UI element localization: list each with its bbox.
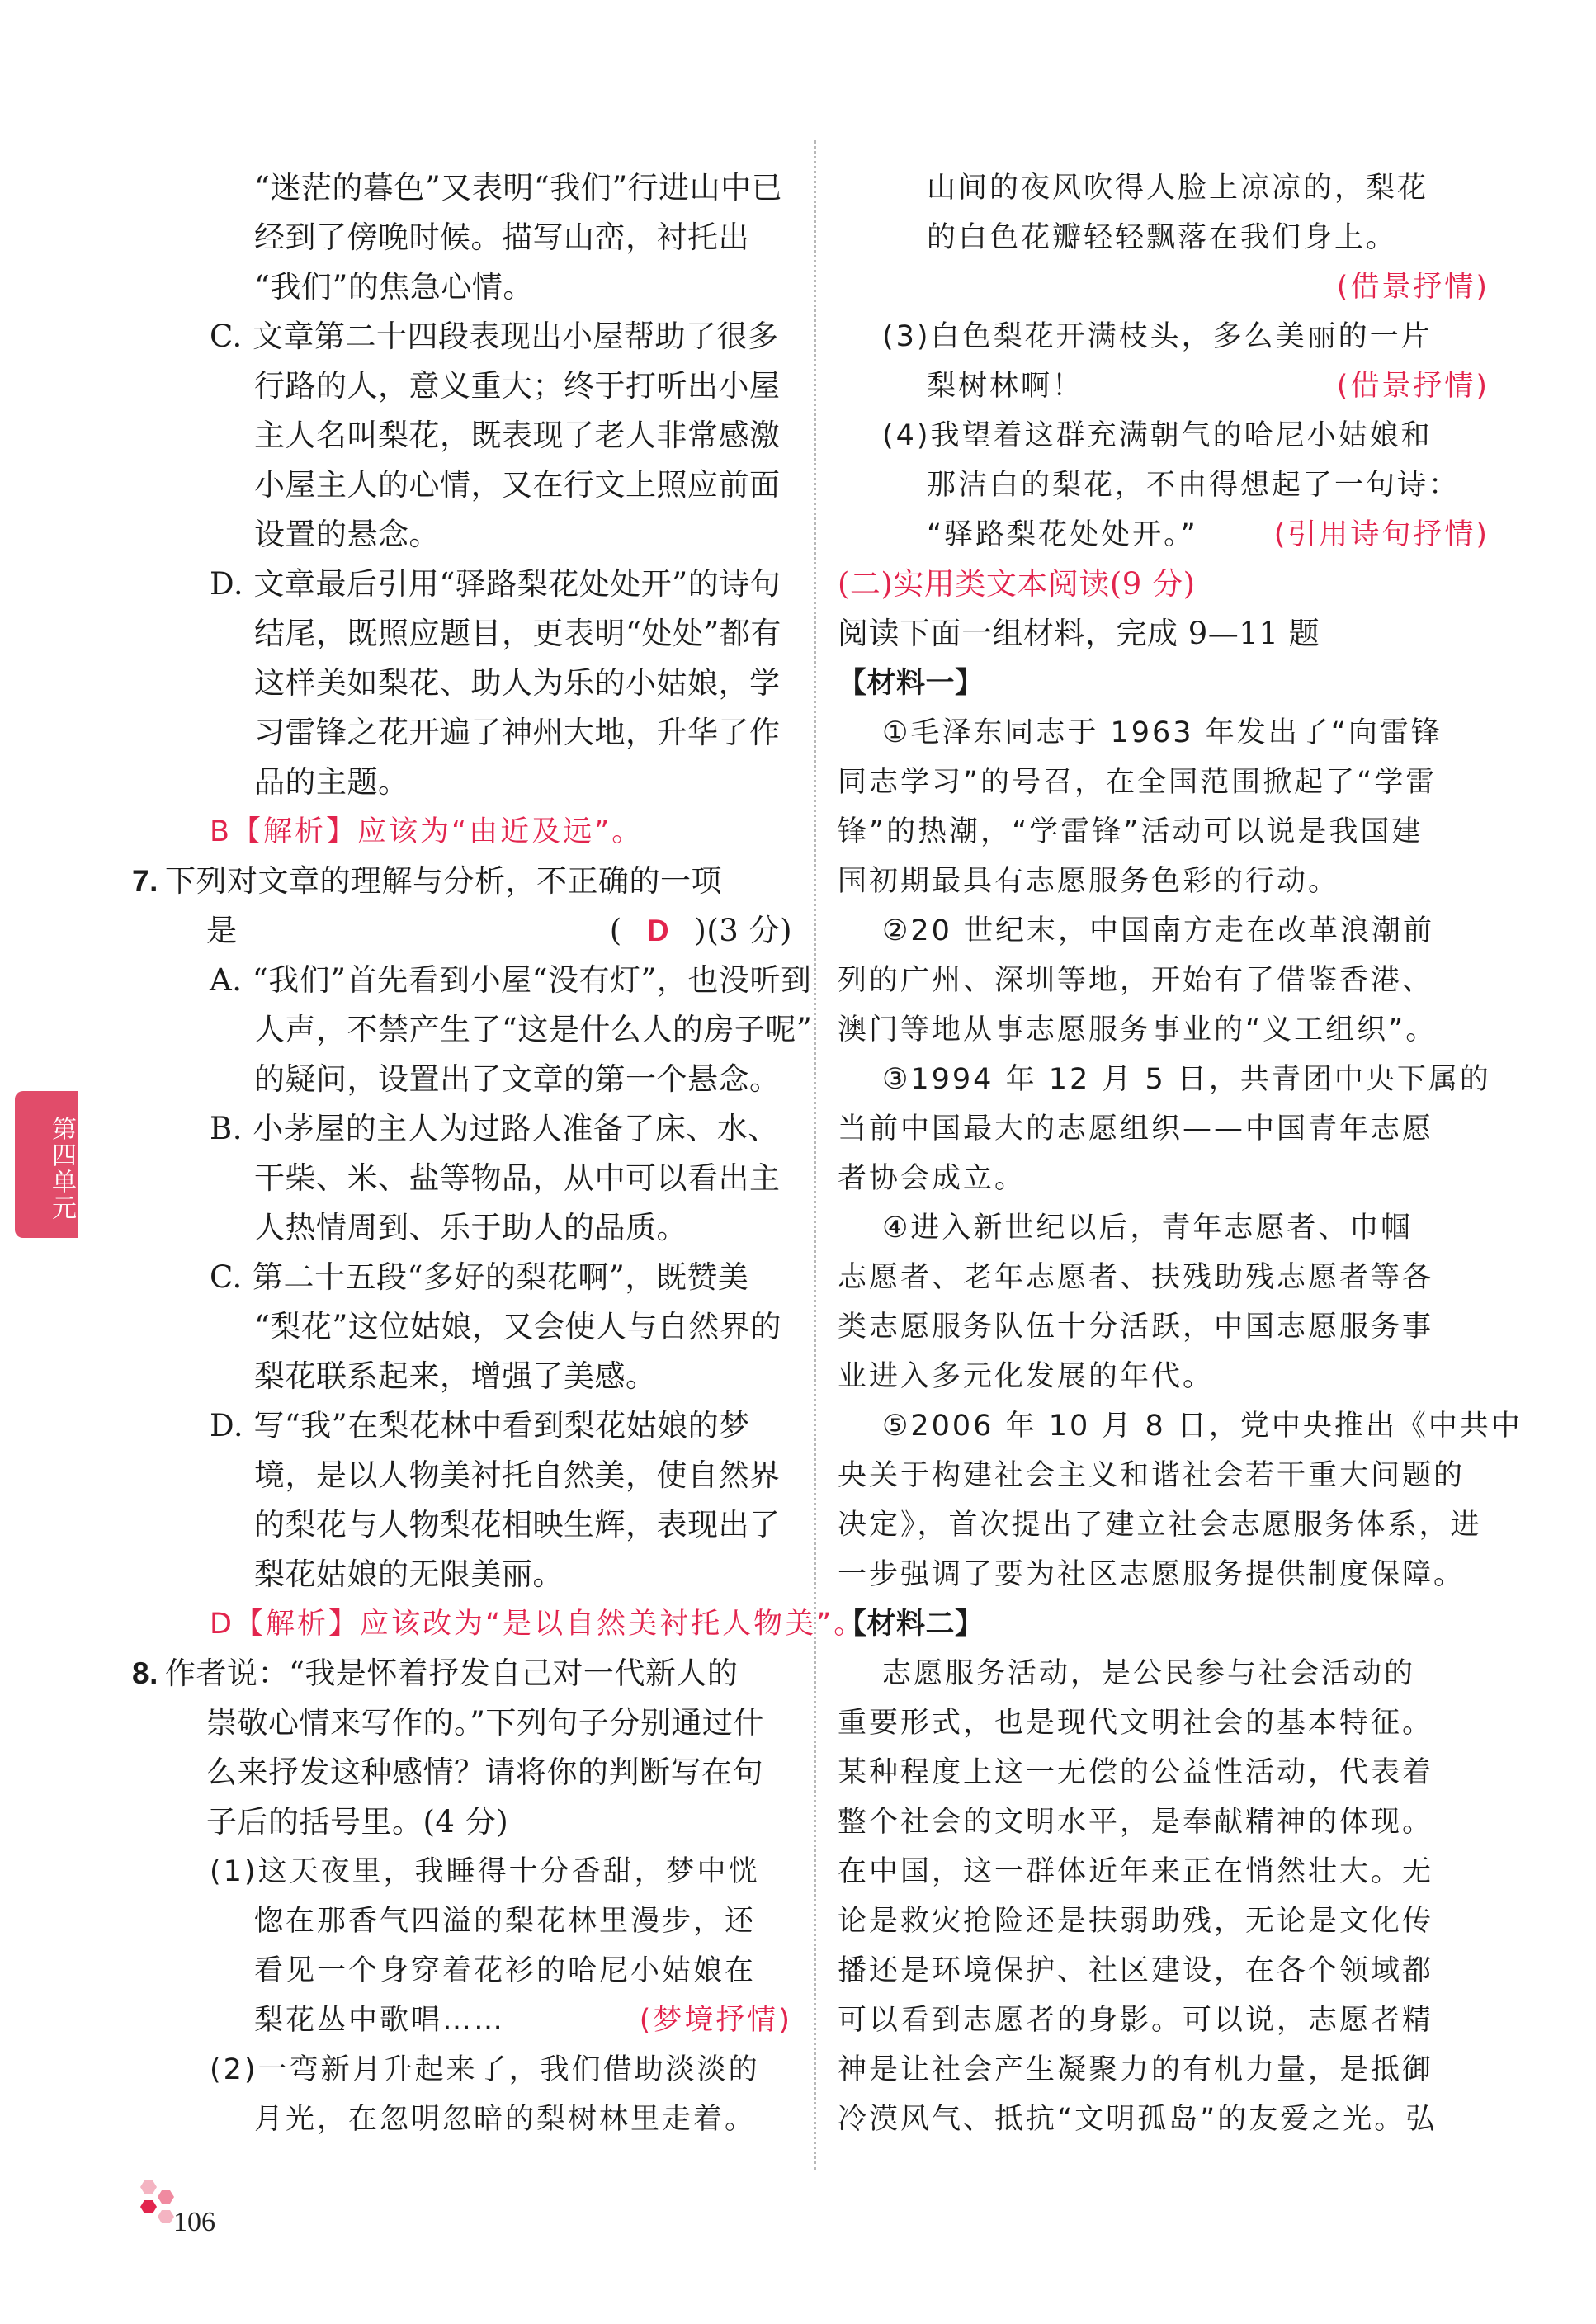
line-text: 境，是以人物美衬托自然美，使自然界	[254, 1457, 781, 1493]
line-text: 志愿服务活动，是公民参与社会活动的	[882, 1657, 1416, 1690]
question-number: 8.	[132, 1656, 158, 1690]
line-text: 主人名叫梨花，既表现了老人非常感激	[254, 418, 781, 453]
right-text-line	[838, 1649, 1490, 1698]
right-text-line	[838, 1946, 1490, 1996]
line-text: “迷茫的暮色”又表明“我们”行进山中已	[254, 170, 783, 205]
right-text-line	[838, 1401, 1523, 1451]
line-text: ③1994 年 12 月 5 日，共青团中央下属的	[882, 1063, 1491, 1096]
line-text: 习雷锋之花开遍了神州大地，升华了作	[254, 715, 781, 750]
line-text: 惚在那香气四溢的梨花林里漫步，还	[254, 1905, 757, 1938]
right-text-line	[838, 1451, 1490, 1500]
right-column	[838, 163, 1523, 2144]
line-text: C. 第二十五段“多好的梨花啊”，既赞美	[210, 1259, 749, 1295]
right-text-line	[838, 1203, 1490, 1253]
left-text-line	[165, 1203, 792, 1253]
right-text-line	[838, 1352, 1490, 1401]
line-text: 整个社会的文明水平，是奉献精神的体现。	[838, 1806, 1434, 1839]
line-text: 是	[206, 913, 238, 948]
line-text: “我们”的焦急心情。	[254, 269, 534, 305]
right-text-line	[838, 1005, 1490, 1055]
line-text: 人热情周到、乐于助人的品质。	[254, 1210, 687, 1245]
right-text-line	[838, 1797, 1490, 1847]
right-text-line	[838, 659, 1490, 708]
line-text: ④进入新世纪以后，青年志愿者、巾帼	[882, 1212, 1413, 1245]
left-text-line	[165, 807, 792, 857]
line-text: C. 文章第二十四段表现出小屋帮助了很多	[210, 319, 779, 354]
left-text-line	[165, 1550, 792, 1599]
line-text: 干柴、米、盐等物品，从中可以看出主	[254, 1160, 781, 1196]
line-text: 锋”的热潮，“学雷锋”活动可以说是我国建	[838, 815, 1424, 848]
right-text-line	[838, 1104, 1490, 1154]
line-text: 经到了傍晚时候。描写山峦，衬托出	[254, 220, 749, 255]
line-text: B【解析】应该为“由近及远”。	[210, 815, 644, 848]
line-text: 梨花丛中歌唱……	[254, 2004, 506, 2037]
line-text: 业进入多元化发展的年代。	[838, 1360, 1215, 1393]
line-text: 列的广州、深圳等地，开始有了借鉴香港、	[838, 964, 1434, 997]
line-text: 行路的人，意义重大；终于打听出小屋	[254, 368, 781, 404]
right-text-line	[838, 758, 1490, 807]
left-text-line	[165, 758, 792, 807]
line-text: 神是让社会产生凝聚力的有机力量，是抵御	[838, 2053, 1434, 2086]
answer-tag: (借景抒情)	[1336, 370, 1490, 403]
line-text: 阅读下面一组材料，完成 9—11 题	[838, 616, 1320, 651]
line-text: (4)我望着这群充满朝气的哈尼小姑娘和	[882, 419, 1433, 452]
line-text: 作者说：“我是怀着抒发自己对一代新人的	[165, 1656, 739, 1691]
line-text: 么来抒发这种感情？请将你的判断写在句	[206, 1755, 763, 1790]
left-text-line	[165, 2095, 792, 2144]
left-text-line	[165, 1500, 792, 1550]
line-text: 当前中国最大的志愿组织——中国青年志愿	[838, 1112, 1434, 1145]
right-text-line	[838, 510, 1490, 560]
right-text-line	[838, 1154, 1490, 1203]
line-text: 看见一个身穿着花衫的哈尼小姑娘在	[254, 1954, 757, 1987]
left-text-line	[165, 708, 792, 758]
left-text-line	[165, 1748, 792, 1797]
line-text: “梨花”这位姑娘，又会使人与自然界的	[254, 1309, 781, 1344]
unit-side-tab: 第四单元	[15, 1091, 78, 1238]
left-text-line	[165, 659, 792, 708]
line-text: 者协会成立。	[838, 1162, 1027, 1195]
line-text: 梨树林啊！	[927, 370, 1084, 403]
right-text-line	[838, 163, 1490, 213]
line-text: ①毛泽东同志于 1963 年发出了“向雷锋	[882, 716, 1443, 749]
left-text-line	[165, 1797, 792, 1847]
line-text: D. 文章最后引用“驿路梨花处处开”的诗句	[210, 566, 781, 602]
line-text: A. “我们”首先看到小屋“没有灯”，也没听到	[210, 962, 812, 998]
left-text-line	[165, 1698, 792, 1748]
line-text: 人声，不禁产生了“这是什么人的房子呢”	[254, 1012, 813, 1047]
left-text-line	[165, 1401, 792, 1451]
line-text: (2)一弯新月升起来了，我们借助淡淡的	[210, 2053, 760, 2086]
right-text-line	[838, 1500, 1490, 1550]
line-text: 冷漠风气、抵抗“文明孤岛”的友爱之光。弘	[838, 2103, 1438, 2136]
answer-letter: D	[646, 914, 670, 947]
line-text: 的白色花瓣轻轻飘落在我们身上。	[927, 221, 1398, 254]
left-text-line	[165, 1451, 792, 1500]
right-text-line	[838, 807, 1490, 857]
line-text: 结尾，既照应题目，更表明“处处”都有	[254, 616, 781, 651]
right-text-line	[838, 1550, 1490, 1599]
line-text: 类志愿服务队伍十分活跃，中国志愿服务事	[838, 1311, 1434, 1344]
left-text-line	[165, 312, 792, 361]
line-text: (1)这天夜里，我睡得十分香甜，梦中恍	[210, 1855, 760, 1888]
right-text-line	[838, 609, 1490, 659]
left-text-line	[165, 163, 792, 213]
question-number: 7.	[132, 864, 158, 898]
left-text-line	[132, 1649, 792, 1698]
line-text: 崇敬心情来写作的。”下列句子分别通过什	[206, 1705, 764, 1741]
line-text: 在中国，这一群体近年来正在悄然壮大。无	[838, 1855, 1434, 1888]
right-text-line	[838, 1748, 1490, 1797]
right-text-line	[838, 1698, 1490, 1748]
line-text: 同志学习”的号召，在全国范围掀起了“学雷	[838, 766, 1438, 799]
line-text: D【解析】应该改为“是以自然美衬托人物美”。	[210, 1608, 866, 1641]
right-text-line	[838, 312, 1490, 361]
line-text: 澳门等地从事志愿服务事业的“义工组织”。	[838, 1013, 1438, 1046]
right-text-line	[838, 1253, 1490, 1302]
line-text: 这样美如梨花、助人为乐的小姑娘，学	[254, 665, 781, 701]
line-text: 可以看到志愿者的身影。可以说，志愿者精	[838, 2004, 1434, 2037]
line-text: 小屋主人的心情，又在行文上照应前面	[254, 467, 781, 503]
right-text-line	[838, 2045, 1490, 2095]
left-text-line	[165, 213, 792, 262]
line-text: 设置的悬念。	[254, 517, 440, 552]
line-text: B. 小茅屋的主人为过路人准备了床、水、	[210, 1111, 779, 1146]
line-text: 播还是环境保护、社区建设，在各个领域都	[838, 1954, 1434, 1987]
line-text: 论是救灾抢险还是扶弱助残，无论是文化传	[838, 1905, 1434, 1938]
left-text-line	[165, 1005, 813, 1055]
left-text-line	[165, 1104, 792, 1154]
left-text-line	[165, 1996, 792, 2045]
left-text-line	[165, 1302, 792, 1352]
line-text: ②20 世纪末，中国南方走在改革浪潮前	[882, 914, 1435, 947]
line-text: 的疑问，设置出了文章的第一个悬念。	[254, 1061, 781, 1097]
line-text: 央关于构建社会主义和谐社会若干重大问题的	[838, 1459, 1466, 1492]
left-text-line	[165, 560, 792, 609]
left-text-line	[165, 361, 792, 411]
right-text-line	[838, 1897, 1490, 1946]
left-text-line	[165, 262, 792, 312]
left-text-line	[165, 510, 792, 560]
answer-blank: ( D )(3 分)	[609, 913, 792, 948]
line-text: 子后的括号里。(4 分)	[206, 1804, 509, 1840]
answer-tag: (借景抒情)	[1336, 271, 1490, 304]
left-text-line	[165, 609, 792, 659]
left-text-line	[165, 1599, 866, 1649]
line-text: 梨花姑娘的无限美丽。	[254, 1556, 564, 1592]
line-text: 山间的夜风吹得人脸上凉凉的，梨花	[927, 172, 1429, 205]
left-text-line	[165, 956, 812, 1005]
line-text: 品的主题。	[254, 764, 409, 800]
answer-tag: (梦境抒情)	[639, 2004, 792, 2037]
line-text: 梨花联系起来，增强了美感。	[254, 1358, 657, 1394]
left-text-line	[165, 461, 792, 510]
right-text-line	[838, 857, 1490, 906]
left-text-line	[165, 1897, 792, 1946]
right-text-line	[838, 262, 1490, 312]
line-text: 决定》，首次提出了建立社会志愿服务体系，进	[838, 1509, 1482, 1542]
line-text: 重要形式，也是现代文明社会的基本特征。	[838, 1707, 1434, 1740]
right-text-line	[838, 1996, 1490, 2045]
left-column	[132, 163, 866, 2144]
left-text-line	[165, 411, 792, 461]
right-text-line	[838, 708, 1490, 758]
line-text: ⑤2006 年 10 月 8 日，党中央推出《中共中	[882, 1410, 1523, 1443]
right-text-line	[838, 956, 1490, 1005]
left-text-line	[165, 2045, 792, 2095]
line-text: 某种程度上这一无偿的公益性活动，代表着	[838, 1756, 1434, 1789]
left-text-line	[165, 906, 792, 956]
left-text-line	[165, 1055, 792, 1104]
right-text-line	[838, 1055, 1490, 1104]
left-text-line	[132, 857, 792, 906]
left-text-line	[165, 1253, 792, 1302]
left-text-line	[165, 1946, 792, 1996]
right-text-line	[838, 1599, 1490, 1649]
right-text-line	[838, 1302, 1490, 1352]
line-text: 国初期最具有志愿服务色彩的行动。	[838, 865, 1340, 898]
line-text: 【材料二】	[838, 1608, 985, 1641]
right-text-line	[838, 411, 1490, 461]
line-text: “驿路梨花处处开。”	[927, 518, 1198, 551]
answer-tag: (引用诗句抒情)	[1273, 518, 1490, 551]
right-text-line	[838, 361, 1490, 411]
right-text-line	[838, 1847, 1490, 1897]
column-divider	[814, 140, 816, 2170]
page-number: 106	[173, 2207, 215, 2237]
left-text-line	[165, 1847, 792, 1897]
line-text: 志愿者、老年志愿者、扶残助残志愿者等各	[838, 1261, 1434, 1294]
line-text: 那洁白的梨花，不由得想起了一句诗：	[927, 469, 1461, 502]
right-text-line	[838, 560, 1490, 609]
right-text-line	[838, 213, 1490, 262]
right-text-line	[838, 461, 1490, 510]
line-text: 【材料一】	[838, 667, 985, 700]
left-text-line	[165, 1352, 792, 1401]
line-text: (3)白色梨花开满枝头，多么美丽的一片	[882, 320, 1433, 353]
line-text: 下列对文章的理解与分析，不正确的一项	[165, 863, 722, 899]
line-text: 一步强调了要为社区志愿服务提供制度保障。	[838, 1558, 1466, 1591]
line-text: 月光，在忽明忽暗的梨树林里走着。	[254, 2103, 757, 2136]
left-text-line	[165, 1154, 792, 1203]
right-text-line	[838, 2095, 1490, 2144]
line-text: 的梨花与人物梨花相映生辉，表现出了	[254, 1507, 781, 1542]
score: (3 分)	[706, 913, 792, 948]
right-text-line	[838, 906, 1490, 956]
line-text: D. 写“我”在梨花林中看到梨花姑娘的梦	[210, 1408, 750, 1443]
line-text: (二)实用类文本阅读(9 分)	[838, 566, 1196, 602]
